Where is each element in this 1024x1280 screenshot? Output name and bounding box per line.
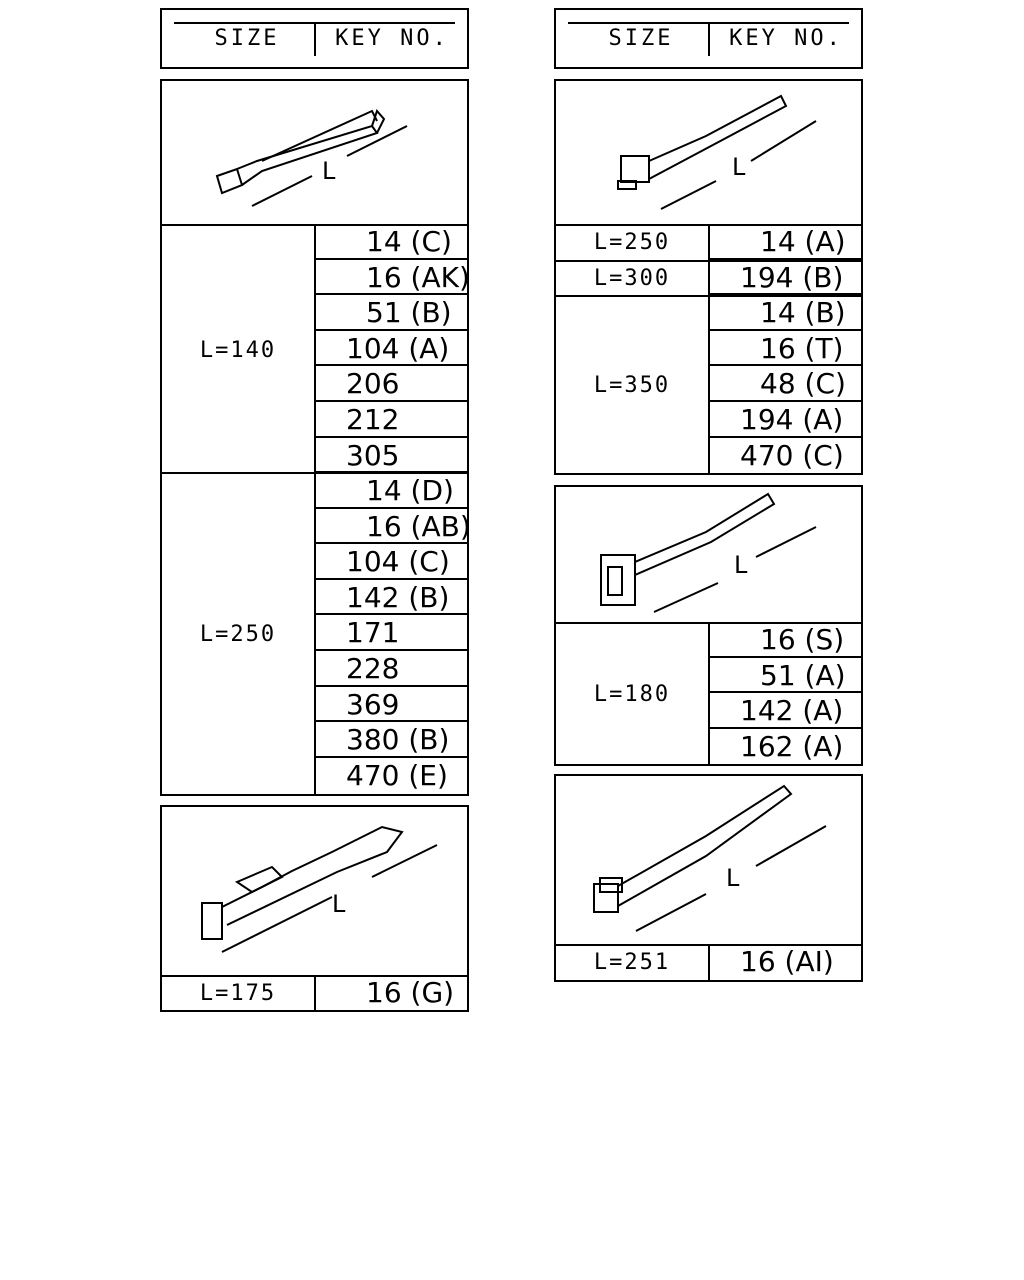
length-label: L bbox=[732, 153, 746, 181]
size-cell: L=300 bbox=[593, 266, 671, 291]
header-left bbox=[160, 8, 469, 69]
size-header: SIZE bbox=[214, 26, 280, 51]
key-cell: 16 (T) bbox=[710, 331, 861, 367]
cable-tie-drawing bbox=[556, 487, 861, 622]
key-cell: 14 (B) bbox=[710, 295, 861, 331]
length-label: L bbox=[726, 864, 740, 892]
key-cell: 16 (S) bbox=[710, 622, 861, 658]
size-cell: L=251 bbox=[593, 950, 671, 975]
key-cell: 48 (C) bbox=[710, 366, 861, 402]
table-right-3 bbox=[554, 944, 863, 982]
key-cell: 171 bbox=[316, 615, 467, 651]
key-cell: 16 (AI) bbox=[740, 945, 834, 978]
key-cell: 470 (E) bbox=[346, 758, 448, 792]
length-label: L bbox=[332, 890, 346, 918]
cable-tie-drawing bbox=[162, 807, 467, 975]
cable-tie-diagram-3 bbox=[554, 79, 863, 226]
key-header: KEY NO. bbox=[335, 26, 449, 51]
key-cell: 162 (A) bbox=[740, 729, 844, 763]
length-label: L bbox=[734, 551, 748, 579]
key-cell: 470 (C) bbox=[740, 438, 844, 472]
key-cell: 104 (A) bbox=[316, 331, 467, 367]
size-cell: L=180 bbox=[593, 682, 671, 707]
size-cell: L=250 bbox=[593, 230, 671, 255]
key-cell: 14 (C) bbox=[316, 224, 467, 260]
key-cell: 51 (B) bbox=[316, 295, 467, 331]
table-left-1 bbox=[160, 224, 469, 796]
size-cell: L=175 bbox=[199, 981, 277, 1006]
key-cell: 212 bbox=[316, 402, 467, 438]
key-cell: 380 (B) bbox=[316, 722, 467, 758]
size-cell: L=350 bbox=[593, 373, 671, 398]
key-cell: 51 (A) bbox=[710, 658, 861, 694]
key-cell: 194 (A) bbox=[710, 402, 861, 438]
cable-tie-diagram-2 bbox=[160, 805, 469, 977]
key-cell: 369 bbox=[316, 687, 467, 723]
table-left-2 bbox=[160, 975, 469, 1012]
key-cell: 14 (A) bbox=[710, 224, 861, 260]
size-header: SIZE bbox=[608, 26, 674, 51]
cable-tie-diagram-4 bbox=[554, 485, 863, 624]
key-cell: 16 (G) bbox=[366, 976, 455, 1009]
table-right-1 bbox=[554, 224, 863, 475]
key-cell: 104 (C) bbox=[316, 544, 467, 580]
size-cell: L=250 bbox=[199, 622, 277, 647]
cable-tie-drawing bbox=[162, 81, 467, 224]
length-label: L bbox=[322, 157, 336, 185]
cable-tie-diagram-5 bbox=[554, 774, 863, 946]
key-cell: 206 bbox=[316, 366, 467, 402]
key-cell: 14 (D) bbox=[316, 473, 467, 509]
key-cell: 228 bbox=[316, 651, 467, 687]
key-header: KEY NO. bbox=[729, 26, 843, 51]
table-right-2 bbox=[554, 622, 863, 766]
size-cell: L=140 bbox=[199, 338, 277, 363]
key-cell: 305 bbox=[316, 438, 467, 474]
key-cell: 194 (B) bbox=[710, 260, 861, 296]
key-cell: 142 (B) bbox=[316, 580, 467, 616]
key-cell: 16 (AK) bbox=[316, 260, 467, 296]
cable-tie-drawing bbox=[556, 776, 861, 944]
header-right bbox=[554, 8, 863, 69]
key-cell: 16 (AB) bbox=[316, 509, 467, 545]
key-cell: 142 (A) bbox=[710, 693, 861, 729]
cable-tie-diagram-1 bbox=[160, 79, 469, 226]
cable-tie-drawing bbox=[556, 81, 861, 224]
